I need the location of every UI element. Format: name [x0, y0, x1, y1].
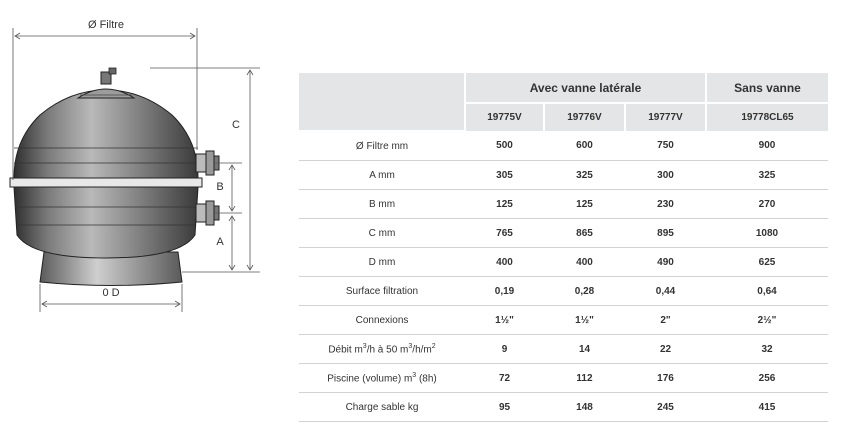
filter-dome [14, 90, 198, 178]
table-row [299, 364, 828, 393]
cell-value: 750 [625, 131, 706, 161]
cell-value: 300 [625, 161, 706, 190]
label-b: B [216, 181, 224, 193]
cell-value: 0,28 [544, 277, 625, 306]
cell-value: 256 [706, 364, 828, 393]
specification-table [299, 73, 828, 422]
cell-value: 2½" [706, 306, 828, 335]
filter-lid [78, 89, 134, 98]
cell-value: 230 [625, 190, 706, 219]
cell-value: 400 [465, 248, 544, 277]
dimension-a [229, 216, 235, 270]
cell-value: 72 [465, 364, 544, 393]
cell-value: 176 [625, 364, 706, 393]
cell-value: 500 [465, 131, 544, 161]
cell-value: 32 [706, 335, 828, 364]
row-label: Connexions [299, 306, 465, 335]
cell-value: 600 [544, 131, 625, 161]
table-row [299, 161, 828, 190]
label-c: C [232, 119, 240, 131]
cell-value: 0,64 [706, 277, 828, 306]
table-row [299, 219, 828, 248]
table-row [299, 393, 828, 422]
cell-value: 900 [706, 131, 828, 161]
filter-lower-body [14, 187, 198, 258]
row-label: Charge sable kg [299, 393, 465, 422]
cell-value: 125 [465, 190, 544, 219]
cell-value: 765 [465, 219, 544, 248]
row-label: C mm [299, 219, 465, 248]
cell-value: 305 [465, 161, 544, 190]
header-corner [299, 73, 465, 131]
cell-value: 1080 [706, 219, 828, 248]
cell-value: 245 [625, 393, 706, 422]
cell-value: 1½" [544, 306, 625, 335]
row-label: D mm [299, 248, 465, 277]
cell-value: 2" [625, 306, 706, 335]
cell-value: 325 [544, 161, 625, 190]
cell-value: 490 [625, 248, 706, 277]
cell-value: 625 [706, 248, 828, 277]
cell-value: 1½" [465, 306, 544, 335]
filter-dimension-drawing [0, 0, 290, 426]
cell-value: 125 [544, 190, 625, 219]
table-row [299, 306, 828, 335]
label-a: A [216, 236, 224, 248]
code-header: 19778CL65 [706, 103, 828, 131]
row-label: Ø Filtre mm [299, 131, 465, 161]
code-header: 19775V [465, 103, 544, 131]
row-label: Débit $m^3/h$ à 50 $m^3/h/m^2$ [299, 335, 465, 364]
row-label: Piscine (volume) $m^3$ (8h) [299, 364, 465, 393]
filter-flange [10, 178, 202, 187]
table-row [299, 248, 828, 277]
label-d: 0 D [102, 287, 120, 299]
group-header-sans-vanne: Sans vanne [706, 73, 828, 103]
cell-value: 95 [465, 393, 544, 422]
cell-value: 22 [625, 335, 706, 364]
cell-value: 148 [544, 393, 625, 422]
cell-value: 325 [706, 161, 828, 190]
cell-value: 895 [625, 219, 706, 248]
table-row [299, 335, 828, 364]
cell-value: 9 [465, 335, 544, 364]
row-label: B mm [299, 190, 465, 219]
code-header: 19776V [544, 103, 625, 131]
cell-value: 865 [544, 219, 625, 248]
label-filtre: Ø Filtre [87, 19, 125, 31]
code-header: 19777V [625, 103, 706, 131]
cell-value: 14 [544, 335, 625, 364]
table-row [299, 190, 828, 219]
cell-value: 0,44 [625, 277, 706, 306]
cell-value: 0,19 [465, 277, 544, 306]
cell-value: 270 [706, 190, 828, 219]
cell-value: 112 [544, 364, 625, 393]
group-header-avec-vanne: Avec vanne latérale [465, 73, 706, 103]
table-row [299, 131, 828, 161]
table-row [299, 277, 828, 306]
cell-value: 415 [706, 393, 828, 422]
row-label: Surface filtration [299, 277, 465, 306]
row-label: A mm [299, 161, 465, 190]
cell-value: 400 [544, 248, 625, 277]
